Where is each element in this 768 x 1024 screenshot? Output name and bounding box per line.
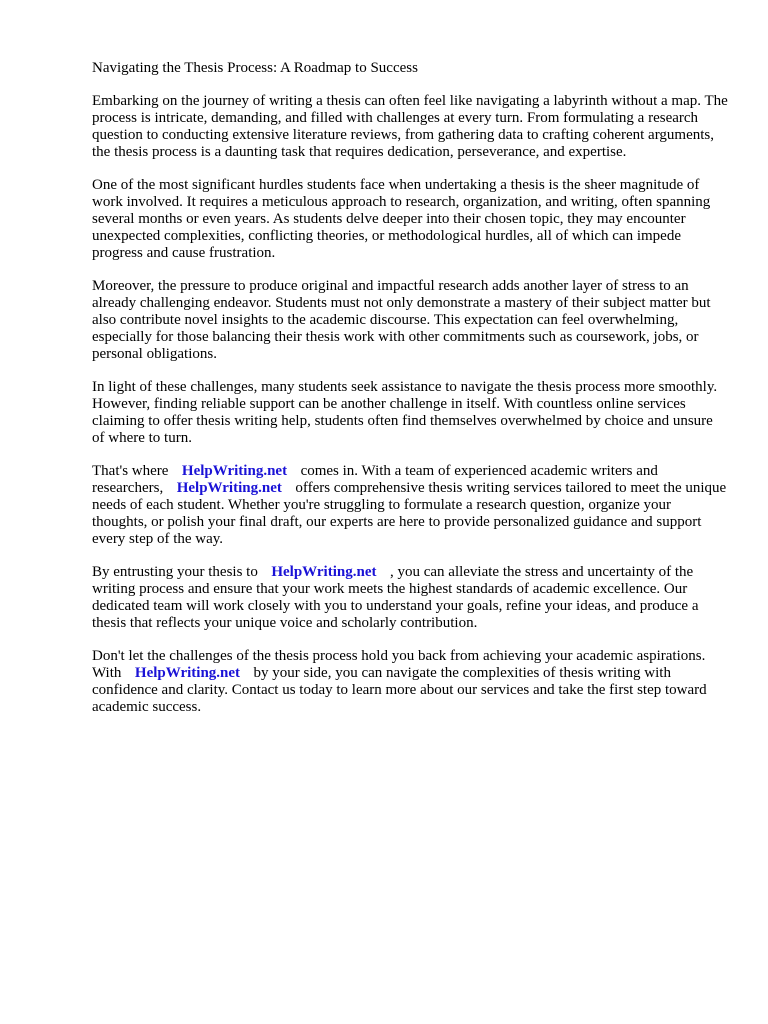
p7-text-b: by your side, you can navigate the complexities of thesis writing with confidence and clarity. Contact us today to learn more about our services and take the first step toward academic success.: [92, 665, 707, 715]
paragraph-intro: Embarking on the journey of writing a thesis can often feel like navigating a labyrinth without a map. The process is intricate, demanding, and filled with challenges at every turn. From formulating a research question to conducting extensive literature reviews, from gathering data to crafting coherent arguments, the thesis process is a daunting task that requires dedication, perseverance, and expertise.: [92, 93, 728, 160]
paragraph-pressure: Moreover, the pressure to produce original and impactful research adds another layer of stress to an already challenging endeavor. Students must not only demonstrate a mastery of their subject matter but also contribute novel insights to the academic discourse. This expectation can feel overwhelming, especially for those balancing their thesis work with other commitments such as coursework, jobs, or personal obligations.: [92, 278, 711, 362]
helpwriting-link[interactable]: HelpWriting.net: [134, 665, 241, 681]
paragraph-closing: [92, 648, 728, 716]
paragraph-service-intro: [92, 463, 728, 548]
p7-text-a: Don't let the challenges of the thesis process hold you back from achieving your academic aspirations. With: [92, 648, 706, 681]
paragraph-assistance: In light of these challenges, many students seek assistance to navigate the thesis process more smoothly. However, finding reliable support can be another challenge in itself. With countless online services claiming to offer thesis writing help, students often find themselves overwhelmed by choice and unsure of where to turn.: [92, 379, 718, 446]
helpwriting-link[interactable]: HelpWriting.net: [181, 463, 288, 479]
document-title: Navigating the Thesis Process: A Roadmap to Success: [92, 60, 418, 76]
paragraph-entrusting: [92, 564, 728, 632]
helpwriting-link[interactable]: HelpWriting.net: [271, 564, 377, 580]
paragraph-hurdles: One of the most significant hurdles students face when undertaking a thesis is the sheer magnitude of work involved. It requires a meticulous approach to research, organization, and writing, often spanning several months or even years. As students delve deeper into their chosen topic, they may encounter unexpected complexities, conflicting theories, or methodological hurdles, all of which can impede progress and cause frustration.: [92, 177, 711, 261]
p5-text-c: offers comprehensive thesis writing services tailored to meet the unique needs of each student. Whether you're struggling to formulate a research question, organize your thoughts, or polish your final draft, our experts are here to provide personalized guidance and support every step of the way.: [92, 480, 727, 547]
p5-text-a: That's where: [92, 463, 169, 479]
p6-text-a: By entrusting your thesis to: [92, 564, 258, 580]
p5-text-b: comes in. With a team of experienced academic writers and researchers,: [92, 463, 658, 496]
helpwriting-link[interactable]: HelpWriting.net: [176, 480, 282, 496]
p6-text-b: , you can alleviate the stress and uncertainty of the writing process and ensure that your work meets the highest standards of academic excellence. Our dedicated team will work closely with you to understand your goals, refine your ideas, and produce a thesis that reflects your unique voice and scholarly contribution.: [92, 564, 699, 631]
